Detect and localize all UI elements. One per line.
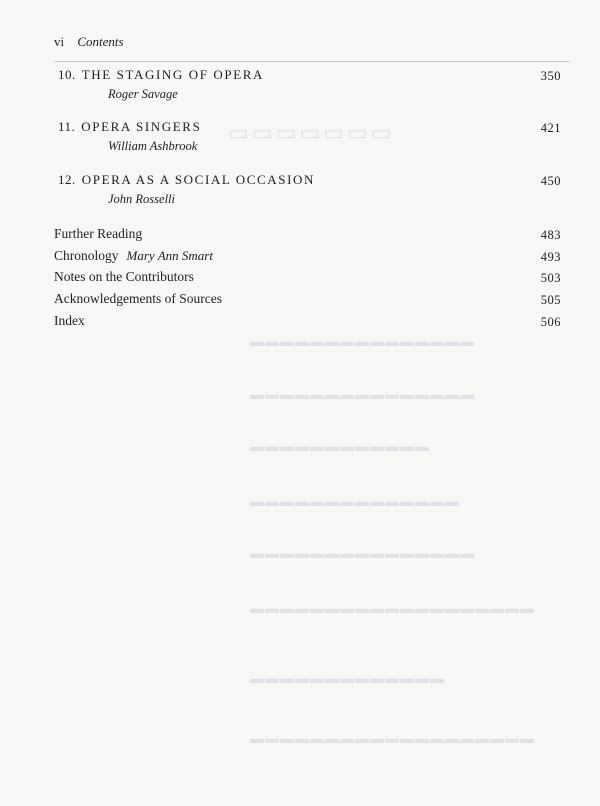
entry-title: Further Reading (54, 226, 143, 241)
toc-entry-index[interactable] (0, 313, 600, 333)
toc-entry-further-reading[interactable] (0, 226, 600, 246)
entry-title: Acknowledgements of Sources (54, 291, 222, 306)
toc-entry-acknowledgements[interactable] (0, 291, 600, 311)
chapter-title: OPERA AS A SOCIAL OCCASION (81, 172, 316, 187)
entry-page-number: 493 (540, 250, 561, 264)
entry-page-number: 503 (540, 271, 561, 285)
toc-entry-chronology[interactable] (0, 248, 600, 268)
page-folio: vi (54, 34, 65, 49)
chapter-author: William Ashbrook (108, 139, 198, 153)
chapter-author: Roger Savage (108, 87, 178, 101)
entry-title: Notes on the Contributors (54, 269, 194, 284)
chapter-number: 10. (58, 67, 76, 82)
chapter-title: THE STAGING OF OPERA (81, 67, 265, 82)
chapter-heading (58, 172, 315, 188)
entry-page-number: 483 (540, 228, 561, 242)
chapter-number: 11. (58, 119, 76, 134)
running-head (54, 34, 124, 50)
entry-page-number: 505 (540, 293, 561, 307)
chapter-page-number: 450 (540, 174, 561, 188)
chapter-title: OPERA SINGERS (81, 119, 202, 134)
header-rule (54, 61, 570, 62)
book-page: ▭▭▭▭▭▭▭ ▬▬▬▬▬▬▬▬▬▬▬▬▬▬▬ ▬▬▬▬▬▬▬▬▬▬▬▬▬▬▬ ▬▬▬▬▬▬▬▬▬▬▬▬ ▬▬▬▬▬▬▬▬▬▬▬▬▬▬ ▬▬▬▬▬▬▬▬▬▬▬▬▬▬▬ ▬▬▬▬▬▬▬▬▬▬▬▬▬▬▬▬▬▬▬ ▬▬▬▬▬▬▬▬▬▬▬▬▬ ▬▬▬▬▬▬▬▬▬▬▬▬▬▬▬▬▬▬▬ vi Contents 10. THE STAGING OF OPERA 350 Roger Savage 11. OPERA SINGERS 421 William Ashbrook 12. OPERA AS A SOCIAL OCCASION 450 John Rosselli Further Reading 483 Chronology Mary Ann Smart 493 Notes on the Contributors 503 Acknowledgements of Sources 505 Index 506 (0, 0, 600, 806)
chapter-author: John Rosselli (108, 192, 176, 206)
toc-entry-notes-on-contributors[interactable] (0, 269, 600, 289)
entry-author: Mary Ann Smart (126, 248, 213, 263)
entry-title: Index (54, 313, 85, 328)
running-head-label: Contents (77, 34, 124, 49)
chapter-page-number: 421 (540, 121, 561, 135)
chapter-heading (58, 119, 201, 135)
entry-title: Chronology Mary Ann Smart (54, 248, 213, 263)
chapter-number: 12. (58, 172, 76, 187)
chapter-heading (58, 67, 264, 83)
chapter-page-number: 350 (540, 69, 561, 83)
entry-page-number: 506 (540, 315, 561, 329)
